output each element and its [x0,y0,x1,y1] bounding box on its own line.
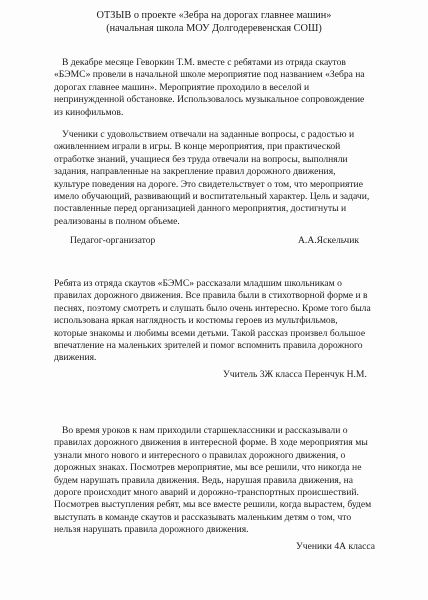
text-line: культуре поведения на дороге. Это свидетельствует о том, что мероприятие [54,178,363,190]
document-title: ОТЗЫВ о проекте «Зебра на дорогах главнее машин» [96,10,332,21]
text-line: правилах дорожного движения в интересной форме. В ходе мероприятия мы [54,437,368,449]
text-line: нельзя нарушать правила дорожного движения. [54,524,249,536]
text-line: В декабре месяце Геворкин Т.М. вместе с ребятами из отряда скаутов [62,57,346,68]
text-line: впечатление на маленьких зрителей и помог вспомнить правила дорожного [54,340,363,352]
text-line: Во время уроков к нам приходили старшеклассники и рассказывали о [62,425,348,436]
text-line: движения. [54,352,97,364]
text-line: будем нарушать правила движения. Ведь, нарушая правила движения, на [54,474,353,486]
text-line: Посмотрев выступления ребят, мы все вместе решили, когда вырастем, будем [54,499,372,511]
text-line: выступать в команде скаутов и рассказывать маленьким детям о том, что [54,511,352,523]
document-subtitle: (начальная школа МОУ Долгодеревенская СОШ) [106,23,322,34]
text-line: поставленные перед организацией данного мероприятия, достигнуты и [54,203,347,215]
review-1-signature-name: А.А.Яскельчик [298,235,360,246]
text-line: Ученики с удовольствием отвечали на заданные вопросы, с радостью и [62,129,355,140]
text-line: узнали много нового и интересного о правилах дорожного движения, о [54,449,346,461]
review-3-signature: Ученики 4А класса [296,541,376,552]
text-line: оживленнием играли в игры. В конце мероприятия, при практической [54,141,341,153]
review-2-signature: Учитель 3Ж класса Перенчук Н.М. [223,369,367,380]
review-1-paragraph-1 [54,57,386,119]
text-line: дорогах главнее машин». Мероприятие проходило в веселой и [54,81,310,93]
text-line: отработке знаний, учащиеся без труда отвечали на вопросы, выполняли [54,153,348,165]
review-2-paragraph [54,278,386,365]
review-1-paragraph-2 [54,129,386,228]
text-line: из кинофильмов. [54,106,124,118]
text-line: задания, направленные на закрепление правил дорожного движения, [54,166,336,178]
document-header [0,9,428,35]
review-3-paragraph [54,425,386,537]
text-line: которые знакомы и любимы всеми детьми. Такой рассказ произвел большое [54,327,366,339]
text-line: непринужденной обстановке. Использовалось музыкальное сопровождение [54,94,365,106]
text-line: использована яркая наглядность и костюмы героев из мультфильмов, [54,315,338,327]
text-line: дорожных знаках. Посмотрев мероприятие, мы все решили, что никогда не [54,462,362,474]
text-line: имело обучающий, развивающий и воспитательный характер. Цель и задачи, [54,191,370,203]
text-line: «БЭМС» провели в начальной школе мероприятие под названием «Зебра на [54,69,365,81]
text-line: реализованы в полном объеме. [54,215,180,227]
text-line: дороге происходит много аварий и дорожно-транспортных происшествий. [54,487,359,499]
text-line: Ребята из отряда скаутов «БЭМС» рассказали младшим школьникам о [54,278,342,289]
review-1-signature-role: Педагог-организатор [70,235,156,246]
text-line: правилах дорожного движения. Все правила были в стихотворной форме и в [54,290,368,302]
text-line: песнях, поэтому смотреть и слушать было очень интересно. Кроме того была [54,302,371,314]
